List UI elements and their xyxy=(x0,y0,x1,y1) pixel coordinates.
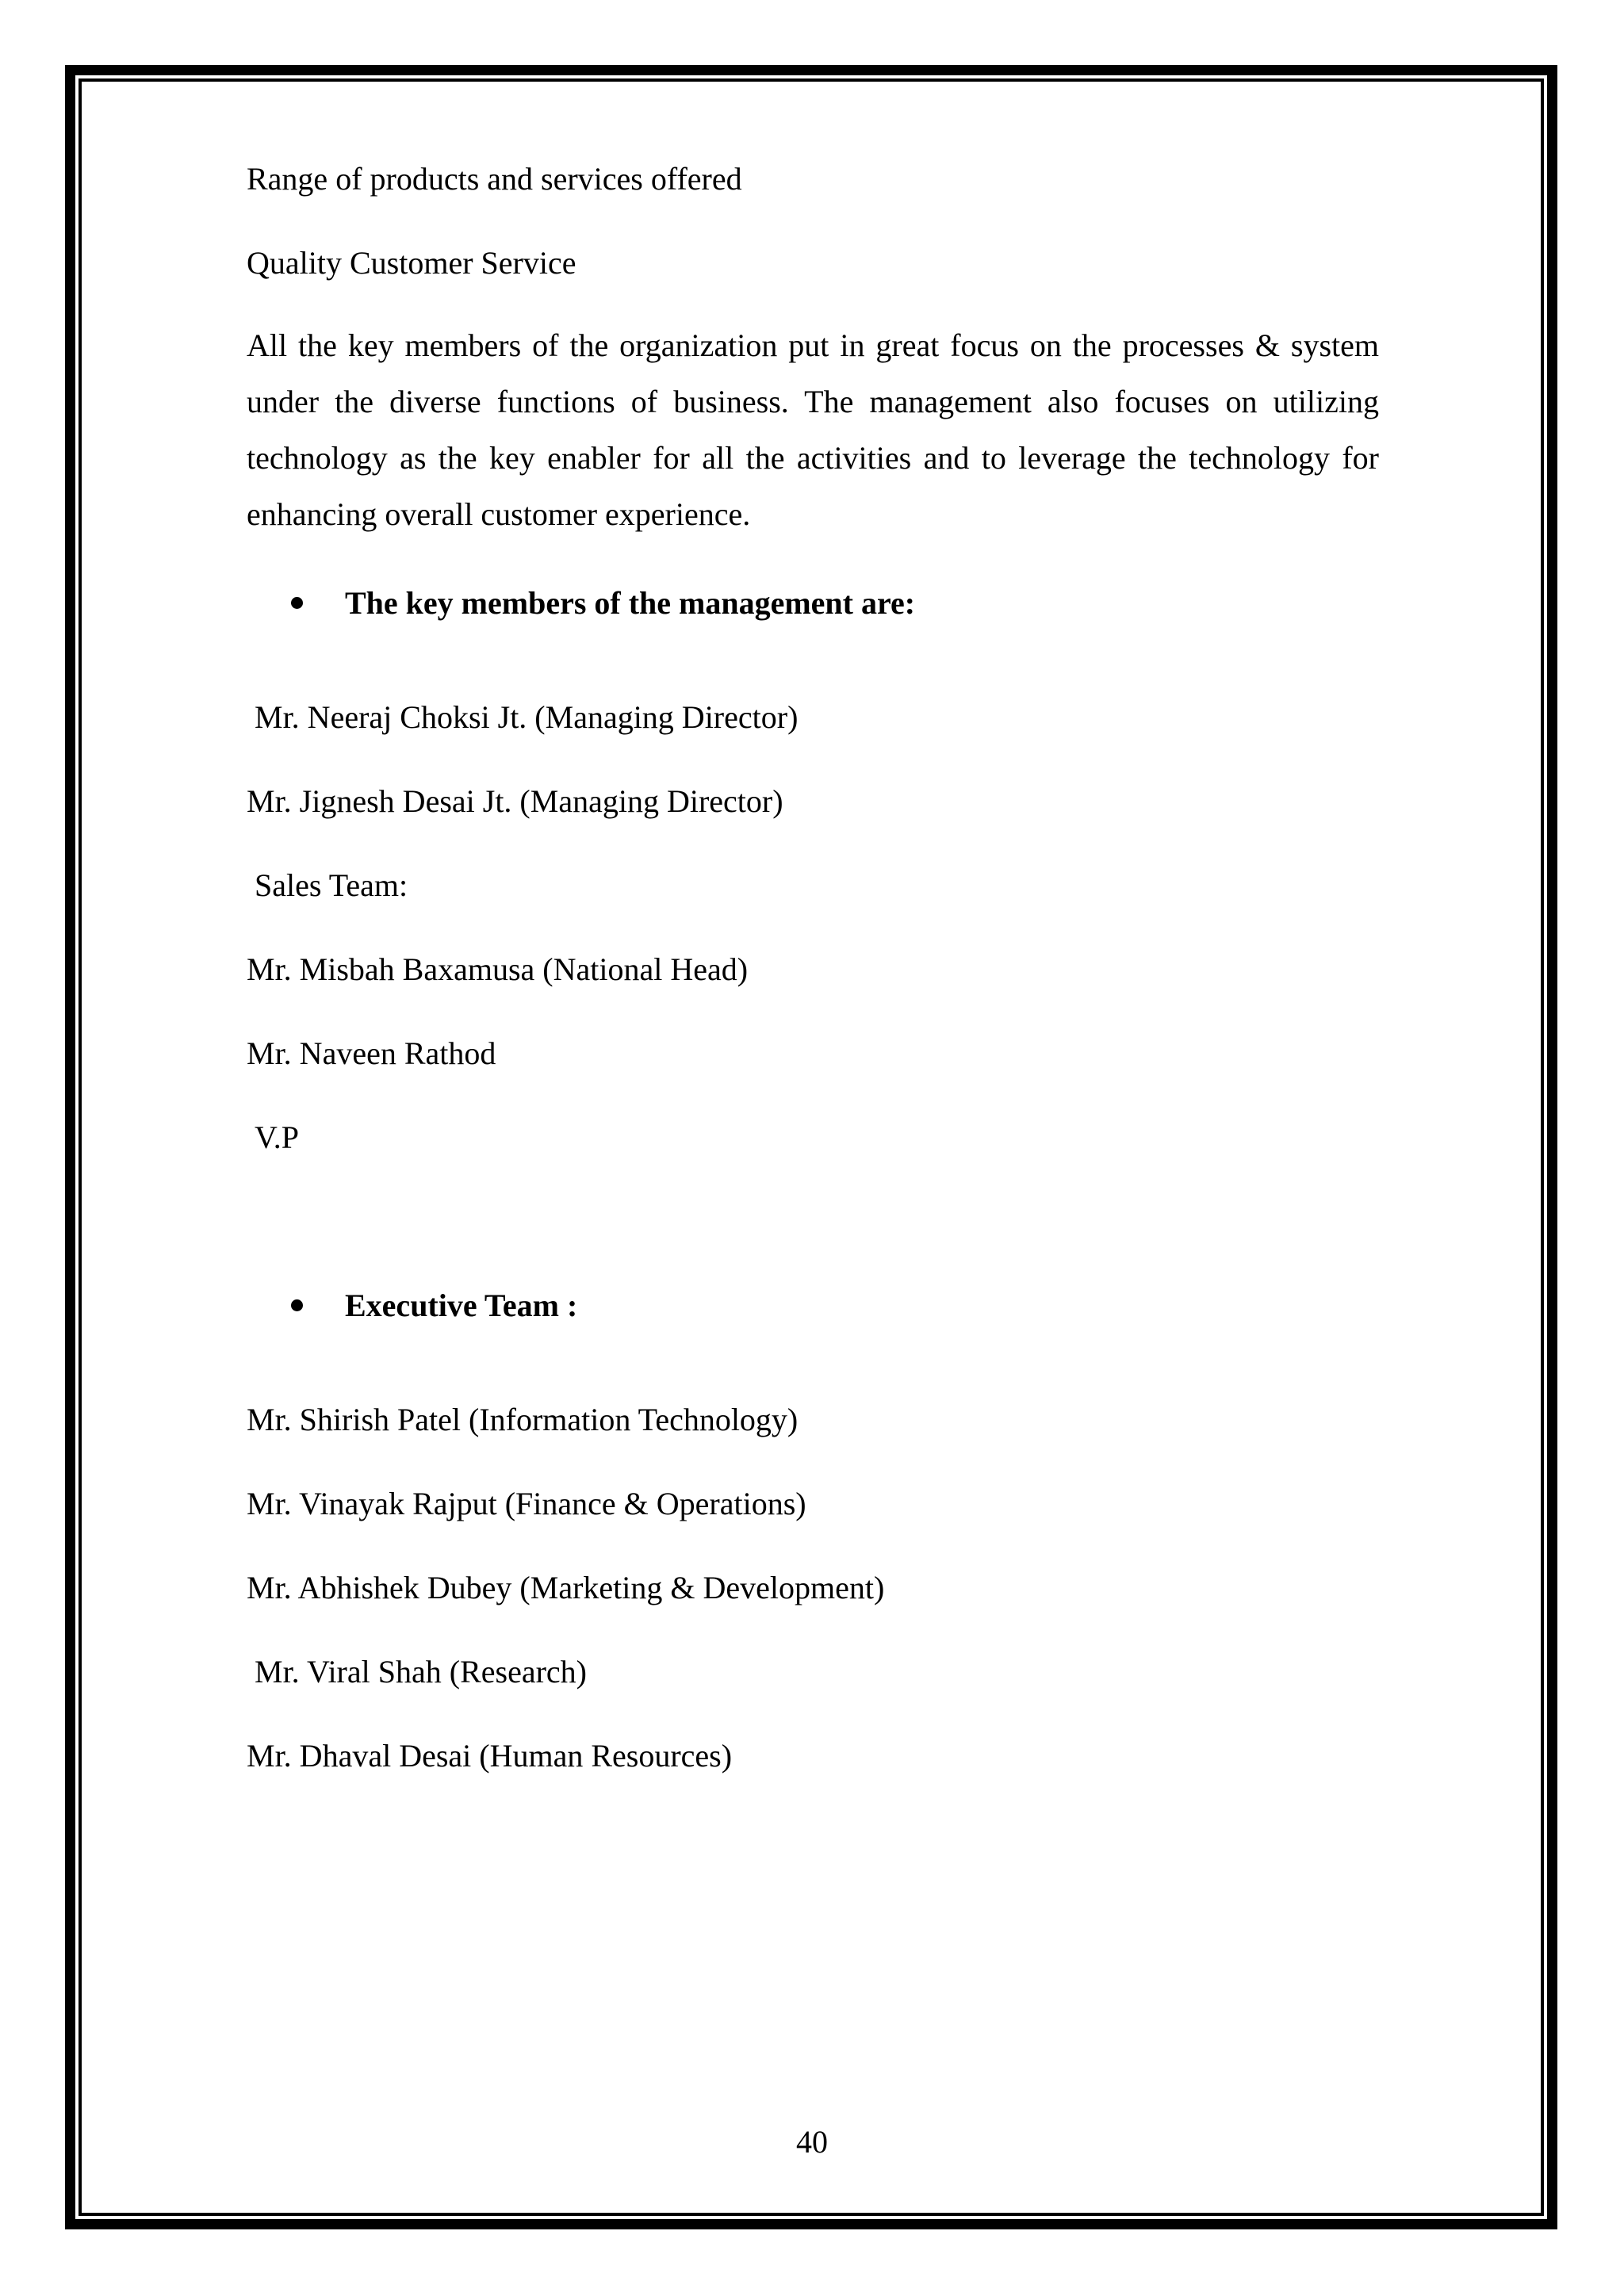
bullet-icon xyxy=(291,597,303,609)
executive-member: Mr. Vinayak Rajput (Finance & Operations) xyxy=(247,1486,806,1521)
bullet-icon xyxy=(291,1299,303,1311)
paragraph-line: under the diverse functions of business. The management also focuses on utilizing xyxy=(247,384,1379,419)
page-number: 40 xyxy=(796,2124,828,2160)
paragraph-line: technology as the key enabler for all the activities and to leverage the technology for xyxy=(247,440,1379,476)
management-member: Mr. Naveen Rathod xyxy=(247,1035,496,1071)
management-member-title: V.P xyxy=(255,1119,299,1155)
executive-member: Mr. Abhishek Dubey (Marketing & Development) xyxy=(247,1570,885,1605)
paragraph-line: All the key members of the organization put in great focus on the processes & system xyxy=(247,327,1379,363)
executive-member: Mr. Dhaval Desai (Human Resources) xyxy=(247,1738,733,1774)
range-products-line: Range of products and services offered xyxy=(247,161,742,197)
management-heading-text: The key members of the management are: xyxy=(345,585,916,621)
body-paragraph xyxy=(247,317,1379,542)
executive-member: Mr. Viral Shah (Research) xyxy=(255,1654,587,1689)
management-member: Mr. Misbah Baxamusa (National Head) xyxy=(247,951,749,987)
paragraph-line: enhancing overall customer experience. xyxy=(247,496,751,532)
executive-member: Mr. Shirish Patel (Information Technology) xyxy=(247,1402,799,1437)
executive-heading-text: Executive Team : xyxy=(345,1288,578,1323)
management-member: Mr. Neeraj Choksi Jt. (Managing Director) xyxy=(255,699,799,735)
sales-team-label: Sales Team: xyxy=(255,867,408,903)
quality-service-line: Quality Customer Service xyxy=(247,245,576,281)
management-member: Mr. Jignesh Desai Jt. (Managing Director) xyxy=(247,783,783,819)
